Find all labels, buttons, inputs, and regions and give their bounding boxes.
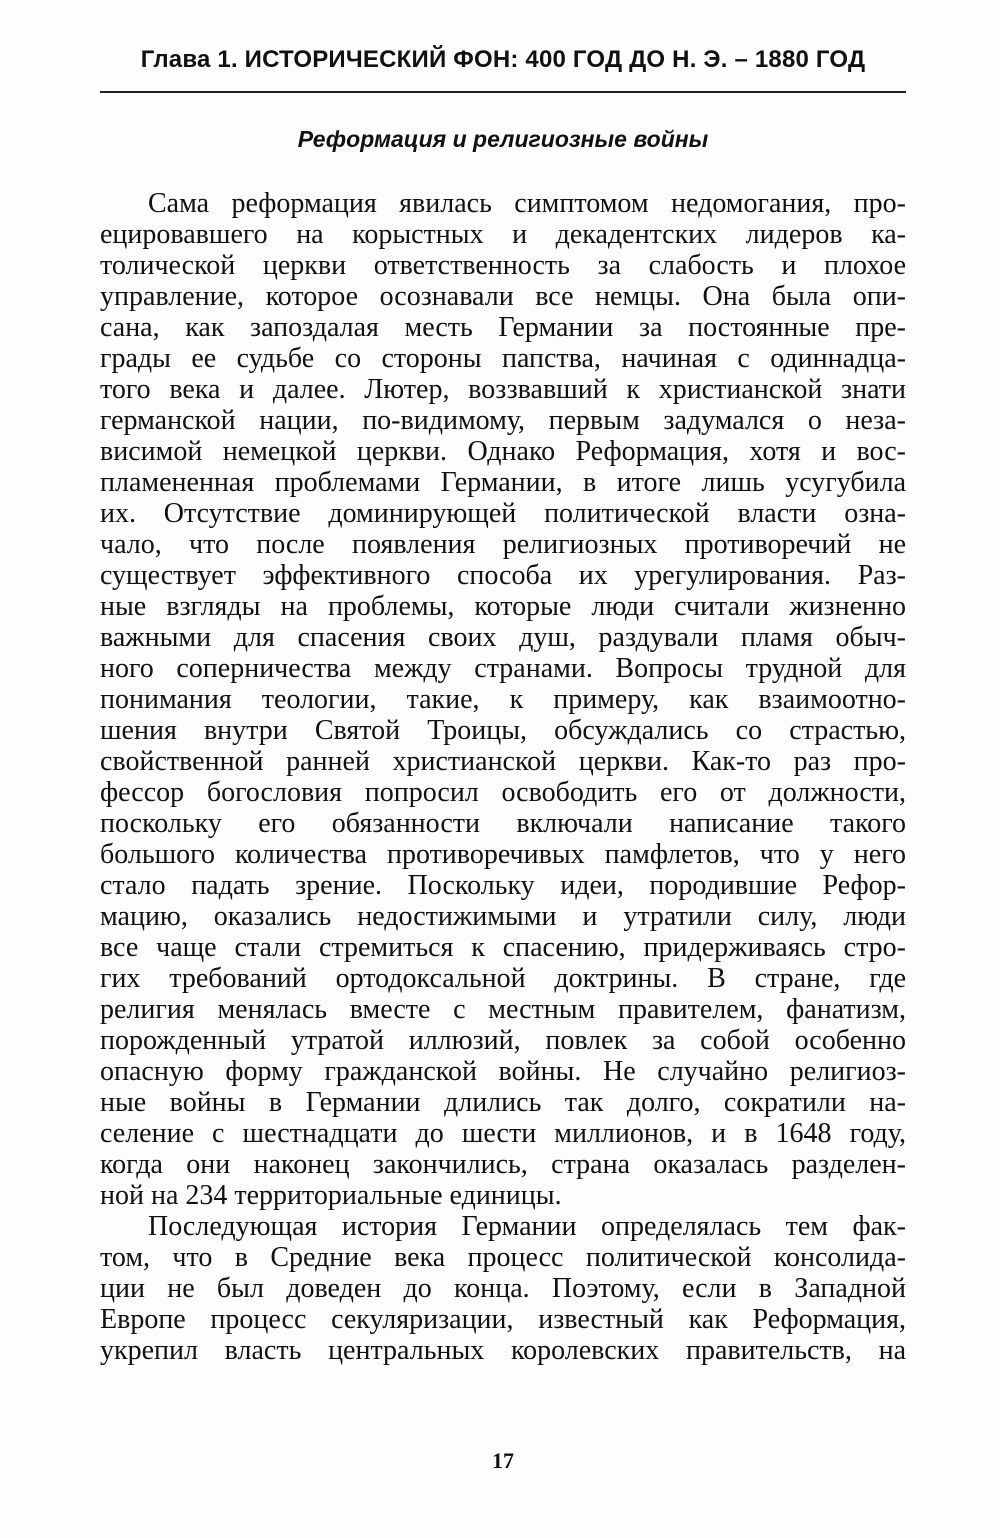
text-line: большого количества противоречивых памфлетов, что у него <box>100 839 906 870</box>
paragraph-2 <box>100 1211 906 1366</box>
text-line: ные войны в Германии длились так долго, сократили на- <box>100 1087 906 1118</box>
text-line: укрепил власть центральных королевских правительств, на <box>100 1335 906 1366</box>
header-divider <box>100 91 906 93</box>
text-line: шения внутри Святой Троицы, обсуждались со страстью, <box>100 715 906 746</box>
text-line: когда они наконец закончились, страна оказалась разделен- <box>100 1149 906 1180</box>
text-line: висимой немецкой церкви. Однако Реформация, хотя и вос- <box>100 436 906 467</box>
text-line: фессор богословия попросил освободить его от должности, <box>100 777 906 808</box>
page-number: 17 <box>492 1448 514 1473</box>
text-line: Европе процесс секуляризации, известный как Реформация, <box>100 1304 906 1335</box>
text-line: том, что в Средние века процесс политической консолида- <box>100 1242 906 1273</box>
text-line: германской нации, по-видимому, первым задумался о неза- <box>100 405 906 436</box>
text-line: толической церкви ответственность за слабость и плохое <box>100 250 906 281</box>
text-line: важными для спасения своих душ, раздували пламя обыч- <box>100 622 906 653</box>
text-line: сана, как запоздалая месть Германии за постоянные пре- <box>100 312 906 343</box>
text-line: понимания теологии, такие, к примеру, как взаимоотно- <box>100 684 906 715</box>
text-line: ные взгляды на проблемы, которые люди считали жизненно <box>100 591 906 622</box>
text-line: пламененная проблемами Германии, в итоге лишь усугубила <box>100 467 906 498</box>
body-text <box>100 188 906 1366</box>
text-line: существует эффективного способа их урегулирования. Раз- <box>100 560 906 591</box>
text-line: их. Отсутствие доминирующей политической власти озна- <box>100 498 906 529</box>
text-line: религия менялась вместе с местным правителем, фанатизм, <box>100 994 906 1025</box>
text-line: ции не был доведен до конца. Поэтому, если в Западной <box>100 1273 906 1304</box>
text-line: ецировавшего на корыстных и декадентских лидеров ка- <box>100 219 906 250</box>
text-line: стало падать зрение. Поскольку идеи, породившие Рефор- <box>100 870 906 901</box>
text-line: управление, которое осознавали все немцы. Она была опи- <box>100 281 906 312</box>
text-line: ной на 234 территориальные единицы. <box>100 1180 562 1211</box>
text-line: Сама реформация явилась симптомом недомогания, про- <box>148 188 906 219</box>
text-line: грады ее судьбе со стороны папства, начиная с одиннадца- <box>100 343 906 374</box>
running-head: Глава 1. ИСТОРИЧЕСКИЙ ФОН: 400 ГОД ДО Н. Э. – 1880 ГОД <box>140 46 866 73</box>
text-line: свойственной ранней христианской церкви. Как-то раз про- <box>100 746 906 777</box>
text-line: того века и далее. Лютер, воззвавший к христианской знати <box>100 374 906 405</box>
text-line: опасную форму гражданской войны. Не случайно религиоз- <box>100 1056 906 1087</box>
text-line: все чаще стали стремиться к спасению, придерживаясь стро- <box>100 932 906 963</box>
text-line: селение с шестнадцати до шести миллионов, и в 1648 году, <box>100 1118 906 1149</box>
text-line: Последующая история Германии определялась тем фак- <box>148 1211 906 1242</box>
text-line: мацию, оказались недостижимыми и утратили силу, люди <box>100 901 906 932</box>
text-line: чало, что после появления религиозных противоречий не <box>100 529 906 560</box>
section-title: Реформация и религиозные войны <box>297 126 709 152</box>
text-line: ного соперничества между странами. Вопросы трудной для <box>100 653 906 684</box>
text-line: поскольку его обязанности включали написание такого <box>100 808 906 839</box>
paragraph-1 <box>100 188 906 1211</box>
text-line: гих требований ортодоксальной доктрины. В стране, где <box>100 963 906 994</box>
text-line: порожденный утратой иллюзий, повлек за собой особенно <box>100 1025 906 1056</box>
